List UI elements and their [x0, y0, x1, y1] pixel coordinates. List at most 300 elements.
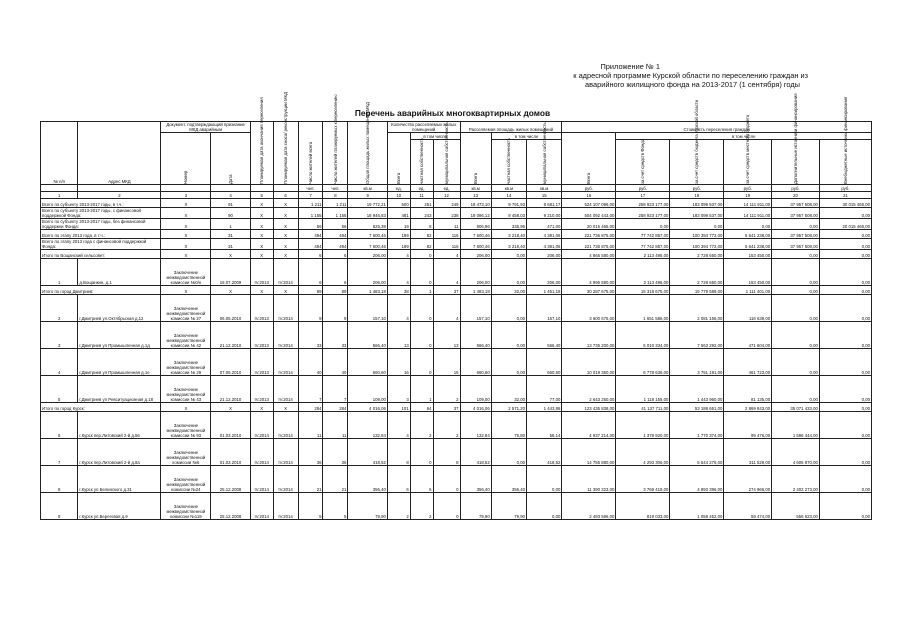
header-residents-planned: Число жителей планируемых к переселению	[323, 122, 348, 185]
data-cell: IV.2014	[273, 322, 298, 349]
data-cell: 75,80	[491, 412, 526, 439]
data-cell: X	[273, 239, 298, 250]
house-address: г.Курск ул.Белинского д.31	[78, 466, 161, 493]
data-cell: 2	[410, 493, 433, 520]
house-row	[41, 259, 872, 286]
data-cell: 471,00	[527, 219, 562, 230]
data-cell: 0,00	[616, 219, 670, 230]
data-cell: 189	[387, 230, 410, 239]
data-cell: 206,00	[527, 259, 562, 286]
data-cell: 4 893 396,00	[670, 466, 724, 493]
column-numbers-row	[41, 192, 872, 199]
data-cell: 116	[433, 239, 460, 250]
unit-cell	[211, 185, 250, 192]
unit-cell: чел.	[323, 185, 348, 192]
data-cell: 356,40	[348, 466, 387, 493]
data-cell: 494	[323, 230, 348, 239]
appendix-number: Приложение № 1	[600, 62, 660, 71]
data-cell: X	[273, 199, 298, 208]
data-cell: 0,00	[819, 322, 871, 349]
data-cell: 0	[410, 295, 433, 322]
row-number: 1	[41, 259, 78, 286]
data-cell: 1	[410, 286, 433, 295]
data-cell: 0,00	[819, 403, 871, 412]
unit-cell: кв.м	[348, 185, 387, 192]
header-cost-total: Всего	[562, 133, 616, 185]
data-cell: 0,00	[819, 259, 871, 286]
data-cell: 58,14	[527, 412, 562, 439]
data-cell: X	[273, 230, 298, 239]
row-label: Всего по субъекту 2013-2017 годы, в т.ч.:	[41, 199, 161, 208]
data-cell: 481	[387, 208, 410, 219]
header-planned-resettlement: Планируемая дата окончания переселения	[250, 122, 273, 185]
data-cell: 4	[387, 259, 410, 286]
header-count-municipal: муниципальная собственность	[433, 140, 460, 185]
header-count-incl: в том числе	[410, 133, 460, 140]
data-cell: 206,00	[460, 250, 491, 259]
unit-cell: ед.	[387, 185, 410, 192]
row-label: Итого по Вощанский сельсовет:	[41, 250, 161, 259]
column-number-cell: 13	[460, 192, 491, 199]
unit-cell	[78, 185, 161, 192]
data-cell: 82	[410, 239, 433, 250]
data-cell: 30 015 465,00	[819, 199, 871, 208]
data-cell: X	[161, 230, 211, 239]
data-cell: 0	[410, 250, 433, 259]
data-cell: 1 118 155,00	[616, 376, 670, 403]
data-cell: 77 742 857,00	[616, 239, 670, 250]
subtotal-row	[41, 219, 872, 230]
data-cell: 31	[211, 239, 250, 250]
data-cell: 0,00	[819, 466, 871, 493]
subtotal-row	[41, 230, 872, 239]
data-cell: 41 137 711,00	[616, 403, 670, 412]
data-cell: 6 778 636,00	[616, 349, 670, 376]
data-cell: 123 435 838,00	[562, 403, 616, 412]
data-cell: 4 995 580,00	[562, 259, 616, 286]
data-cell: 37 957 508,00	[772, 208, 820, 219]
data-cell: 0,00	[491, 250, 526, 259]
column-number-cell: 20	[772, 192, 820, 199]
data-cell: IV.2013	[250, 349, 273, 376]
subtotal-row	[41, 403, 872, 412]
data-cell: 8 458,03	[491, 208, 526, 219]
header-area-incl: в том числе	[491, 133, 562, 140]
house-row	[41, 376, 872, 403]
data-cell: 7 600,46	[460, 230, 491, 239]
data-cell: 0,00	[819, 349, 871, 376]
data-cell: X	[250, 199, 273, 208]
data-cell: 89	[298, 286, 323, 295]
row-number: 6	[41, 412, 78, 439]
subtotal-row	[41, 250, 872, 259]
data-cell: 0,00	[491, 349, 526, 376]
data-cell: 7	[298, 376, 323, 403]
data-cell: 1 451,18	[527, 286, 562, 295]
data-cell: 189	[387, 239, 410, 250]
data-cell: 32,00	[491, 376, 526, 403]
unit-cell: руб.	[616, 185, 670, 192]
data-cell: 18 086,12	[460, 208, 491, 219]
data-cell: 0,00	[772, 376, 820, 403]
data-cell: 3 769 418,00	[616, 466, 670, 493]
column-number-cell: 12	[433, 192, 460, 199]
data-cell: 56	[323, 219, 348, 230]
column-number-cell: 2	[78, 192, 161, 199]
header-doc-number: Номер	[161, 133, 211, 185]
data-cell: 01.03.2010	[211, 412, 250, 439]
data-cell: 79,90	[348, 493, 387, 520]
data-cell: 37	[433, 286, 460, 295]
header-planned-demolition: Планируемая дата сноса/ реконструкции МКД	[273, 122, 298, 185]
header-cost-nonbudget: Внебюджетные источники финансирования	[819, 140, 871, 185]
data-cell: IV.2013	[250, 376, 273, 403]
data-cell: 77 742 857,00	[616, 230, 670, 239]
column-number-cell: 14	[491, 192, 526, 199]
data-cell: 2 493 586,00	[562, 493, 616, 520]
column-number-cell: 18	[670, 192, 724, 199]
house-address: д.Вощанкин, д.1	[78, 259, 161, 286]
data-cell: IV.2013	[250, 322, 273, 349]
data-cell: 4	[387, 412, 410, 439]
data-cell: 4 606 870,00	[772, 439, 820, 466]
data-cell: 6	[410, 466, 433, 493]
data-cell: 91	[211, 199, 250, 208]
data-cell: 0,00	[527, 493, 562, 520]
data-cell: 5 010 334,00	[616, 322, 670, 349]
data-cell: 206,00	[527, 250, 562, 259]
data-cell: Заключение межведомственной комиссии №0/н	[161, 259, 211, 286]
data-cell: 0	[433, 466, 460, 493]
data-cell: 116	[433, 230, 460, 239]
column-number-cell: 7	[298, 192, 323, 199]
data-cell: 4 293 306,00	[616, 439, 670, 466]
data-cell: X	[273, 403, 298, 412]
data-cell: 37 957 508,00	[772, 239, 820, 250]
data-cell: 5 641 238,00	[724, 230, 772, 239]
unit-cell: руб.	[772, 185, 820, 192]
header-address: Адрес МКД	[78, 122, 161, 185]
data-cell: X	[273, 250, 298, 259]
data-cell: 21.12.2010	[211, 322, 250, 349]
data-cell: IV.2014	[273, 412, 298, 439]
data-cell: 0,00	[819, 376, 871, 403]
row-number: 5	[41, 376, 78, 403]
data-cell: 2 869 843,00	[724, 403, 772, 412]
data-cell: 504 092 443,00	[562, 208, 616, 219]
row-label: Всего по субъекту 2013-2017 годы, без финансовой поддержки Фонда:	[41, 219, 161, 230]
data-cell: IV.2014	[273, 439, 298, 466]
house-row	[41, 466, 872, 493]
document-title: Перечень аварийных многоквартирных домов	[354, 108, 551, 118]
data-cell: 0,00	[819, 230, 871, 239]
data-cell: 18 473,10	[460, 199, 491, 208]
header-cost-local: за счет средств местного бюджета	[724, 140, 772, 185]
data-cell: 19	[387, 219, 410, 230]
data-cell: 1 211	[298, 199, 323, 208]
column-number-cell: 19	[724, 192, 772, 199]
data-cell: 14 755 880,00	[562, 439, 616, 466]
data-cell: 01.03.2010	[211, 439, 250, 466]
data-cell: 2 113 495,00	[616, 250, 670, 259]
house-address: г.Дмитриев ул.Октябрьская д.12	[78, 295, 161, 322]
data-cell: 0,00	[527, 466, 562, 493]
row-number: 9	[41, 493, 78, 520]
data-cell: 16	[387, 349, 410, 376]
data-cell: 79,90	[460, 493, 491, 520]
unit-cell	[41, 185, 78, 192]
data-cell: 494	[298, 239, 323, 250]
data-cell: 660,60	[527, 349, 562, 376]
column-number-cell: 10	[387, 192, 410, 199]
data-cell: 100 394 772,00	[670, 239, 724, 250]
data-cell: 221 736 875,00	[562, 230, 616, 239]
data-cell: 06.05.2010	[211, 295, 250, 322]
row-number: 7	[41, 439, 78, 466]
house-row	[41, 349, 872, 376]
appendix-line-3: аварийного жилищного фонда на 2013-2017 (1 сентября) годы	[585, 80, 800, 89]
data-cell: 1 155	[323, 208, 348, 219]
data-cell: 18 946,83	[348, 208, 387, 219]
data-cell: 15 318 675,00	[616, 286, 670, 295]
header-residents: Число жителей всего	[298, 122, 323, 185]
data-cell: 461 723,00	[724, 349, 772, 376]
data-cell: 59 474,00	[724, 493, 772, 520]
data-cell: 9 210,00	[527, 208, 562, 219]
header-area-municipal: муниципальная собственность	[527, 140, 562, 185]
data-cell: 79,90	[491, 493, 526, 520]
data-cell: 566,40	[348, 322, 387, 349]
unit-cell: руб.	[562, 185, 616, 192]
data-cell: 0,00	[819, 208, 871, 219]
data-cell: X	[250, 286, 273, 295]
data-cell: 0,00	[819, 250, 871, 259]
data-cell: 4 016,06	[348, 403, 387, 412]
subtotal-row	[41, 239, 872, 250]
data-cell: 0,00	[819, 286, 871, 295]
data-cell: Заключение межведомственной комиссии №24	[161, 466, 211, 493]
data-cell: 0	[410, 349, 433, 376]
data-cell: 418,52	[348, 439, 387, 466]
data-cell: 90	[211, 208, 250, 219]
subtotal-row	[41, 286, 872, 295]
data-cell: 13 735 200,00	[562, 322, 616, 349]
data-cell: X	[161, 239, 211, 250]
row-label: Всего по этапу 2013 года, в т.ч.:	[41, 230, 161, 239]
data-cell: 56	[298, 219, 323, 230]
column-number-cell: 5	[250, 192, 273, 199]
column-number-cell: 1	[41, 192, 78, 199]
data-cell: 8	[387, 439, 410, 466]
header-doc-date: Дата	[211, 133, 250, 185]
data-cell: 566,40	[460, 322, 491, 349]
data-cell: 0,00	[491, 259, 526, 286]
data-cell: IV.2013	[250, 259, 273, 286]
data-cell: 1 770 374,00	[670, 412, 724, 439]
data-cell: 37	[433, 403, 460, 412]
data-cell: 109,00	[460, 376, 491, 403]
data-cell: 6	[387, 466, 410, 493]
data-cell: 4 865 580,00	[562, 250, 616, 259]
subtotal-row	[41, 208, 872, 219]
data-cell: 6	[298, 250, 323, 259]
data-cell: 4	[387, 295, 410, 322]
unit-cell	[273, 185, 298, 192]
data-cell: 0,00	[772, 349, 820, 376]
data-cell: 1 155	[298, 208, 323, 219]
row-number: 2	[41, 295, 78, 322]
data-cell: 153 450,00	[724, 259, 772, 286]
data-cell: X	[161, 250, 211, 259]
data-cell: 1 211	[323, 199, 348, 208]
unit-cell	[250, 185, 273, 192]
data-cell: 258 923 177,00	[616, 208, 670, 219]
unit-cell: руб.	[670, 185, 724, 192]
data-cell: 221 736 875,00	[562, 239, 616, 250]
data-cell: 157,10	[348, 295, 387, 322]
data-cell: 1	[410, 376, 433, 403]
data-cell: 2 571,20	[491, 403, 526, 412]
unit-cell	[161, 185, 211, 192]
data-cell: 1 058 452,00	[670, 493, 724, 520]
data-cell: X	[161, 199, 211, 208]
data-cell: 14 111 911,00	[724, 208, 772, 219]
data-cell: 81 135,00	[724, 376, 772, 403]
data-cell: 77,00	[527, 376, 562, 403]
data-cell: 183 099 537,00	[670, 199, 724, 208]
data-cell: X	[250, 230, 273, 239]
data-cell: 15.07.2009	[211, 259, 250, 286]
data-cell: 4 016,06	[460, 403, 491, 412]
header-count-group: Количество расселяемых жилых помещений	[387, 122, 460, 133]
column-number-cell: 3	[161, 192, 211, 199]
data-cell: 0,00	[772, 322, 820, 349]
data-cell: X	[250, 403, 273, 412]
data-cell: 8	[410, 219, 433, 230]
data-cell: 251	[410, 199, 433, 208]
data-cell: IV.2014	[250, 466, 273, 493]
data-cell: 243	[410, 208, 433, 219]
data-cell: 2 728 650,00	[670, 250, 724, 259]
units-row	[41, 185, 872, 192]
house-address: г.Курск пер.Литовский 2-й д.8а	[78, 439, 161, 466]
data-cell: 566,40	[527, 322, 562, 349]
header-area-private: частная собственность	[491, 140, 526, 185]
data-cell: 3	[387, 376, 410, 403]
subtotal-row	[41, 199, 872, 208]
header-total-area: Общая площадь жилых помещений МКД	[348, 122, 387, 185]
data-cell: 1 483,18	[460, 286, 491, 295]
data-cell: 116 639,00	[724, 295, 772, 322]
data-cell: IV.2014	[250, 439, 273, 466]
data-cell: 9 791,93	[491, 199, 526, 208]
data-cell: 33	[323, 322, 348, 349]
unit-cell: кв.м	[491, 185, 526, 192]
unit-cell: ед.	[410, 185, 433, 192]
column-number-cell: 21	[819, 192, 871, 199]
data-cell: 0,00	[772, 219, 820, 230]
data-cell: 100 394 772,00	[670, 230, 724, 239]
data-cell: 556 623,00	[772, 493, 820, 520]
data-cell: 2 402 273,00	[772, 466, 820, 493]
data-cell: 7 600,46	[348, 230, 387, 239]
data-cell: 33	[298, 322, 323, 349]
header-cost-extra: Дополнительные источники финансирования	[772, 140, 820, 185]
data-cell: 4 937 214,00	[562, 412, 616, 439]
data-cell: 82	[410, 230, 433, 239]
data-cell: 30 287 675,00	[562, 286, 616, 295]
data-cell: 5 544 275,00	[670, 439, 724, 466]
data-cell: 21.12.2010	[211, 376, 250, 403]
data-cell: 0	[433, 493, 460, 520]
data-cell: 3 218,40	[491, 239, 526, 250]
row-number: 8	[41, 466, 78, 493]
data-cell: 4	[387, 250, 410, 259]
data-cell: 249	[433, 199, 460, 208]
data-cell: 2	[433, 412, 460, 439]
data-cell: 0,00	[491, 295, 526, 322]
unit-cell: ед.	[433, 185, 460, 192]
data-cell: 9	[298, 295, 323, 322]
data-cell: 0,00	[491, 322, 526, 349]
data-cell: 0,00	[819, 439, 871, 466]
data-cell: X	[273, 208, 298, 219]
data-cell: 53 188 651,00	[670, 403, 724, 412]
data-cell: 418,52	[527, 439, 562, 466]
data-cell: 132,84	[348, 412, 387, 439]
data-cell: 524 107 096,00	[562, 199, 616, 208]
header-document-group: Документ, подтверждающий признание МКД аварийным	[161, 122, 250, 133]
data-cell: IV.2014	[250, 412, 273, 439]
data-cell: IV.2013	[250, 295, 273, 322]
data-cell: Заключение межведомственной комиссии №6	[161, 439, 211, 466]
unit-cell: кв.м	[527, 185, 562, 192]
data-cell: 35 071 433,00	[772, 403, 820, 412]
data-cell: 40	[323, 349, 348, 376]
data-cell: 0,00	[819, 412, 871, 439]
header-count-total: Всего	[387, 133, 410, 185]
header-cost-group: Стоимость переселения граждан	[562, 122, 872, 133]
data-cell: 335,96	[491, 219, 526, 230]
data-cell: 157,10	[460, 295, 491, 322]
data-cell: 356,40	[460, 466, 491, 493]
data-cell: 0,00	[724, 219, 772, 230]
data-cell: 238	[433, 208, 460, 219]
data-cell: 1 379 920,00	[616, 412, 670, 439]
data-cell: 25.12.2008	[211, 466, 250, 493]
column-number-cell: 9	[348, 192, 387, 199]
data-cell: Заключение межведомственной комиссии № 29	[161, 349, 211, 376]
data-cell: 806,96	[460, 219, 491, 230]
data-cell: 0,00	[772, 295, 820, 322]
unit-cell: кв.м	[460, 185, 491, 192]
data-cell: 36	[323, 439, 348, 466]
data-cell: Заключение межведомственной комиссии № 42	[161, 322, 211, 349]
data-cell: 494	[298, 230, 323, 239]
data-cell: 2 728 650,00	[670, 259, 724, 286]
data-cell: X	[161, 286, 211, 295]
data-cell: 6	[323, 250, 348, 259]
house-address: г.Курск ул.Береговая д.9	[78, 493, 161, 520]
data-cell: 0,00	[772, 286, 820, 295]
header-area-group: Расселяемая площадь жилых помещений	[460, 122, 562, 133]
data-cell: 3 751 191,00	[670, 349, 724, 376]
data-cell: X	[211, 250, 250, 259]
house-row	[41, 412, 872, 439]
data-cell: 4 381,06	[527, 230, 562, 239]
data-cell: 11 390 323,00	[562, 466, 616, 493]
data-cell: 31	[211, 230, 250, 239]
